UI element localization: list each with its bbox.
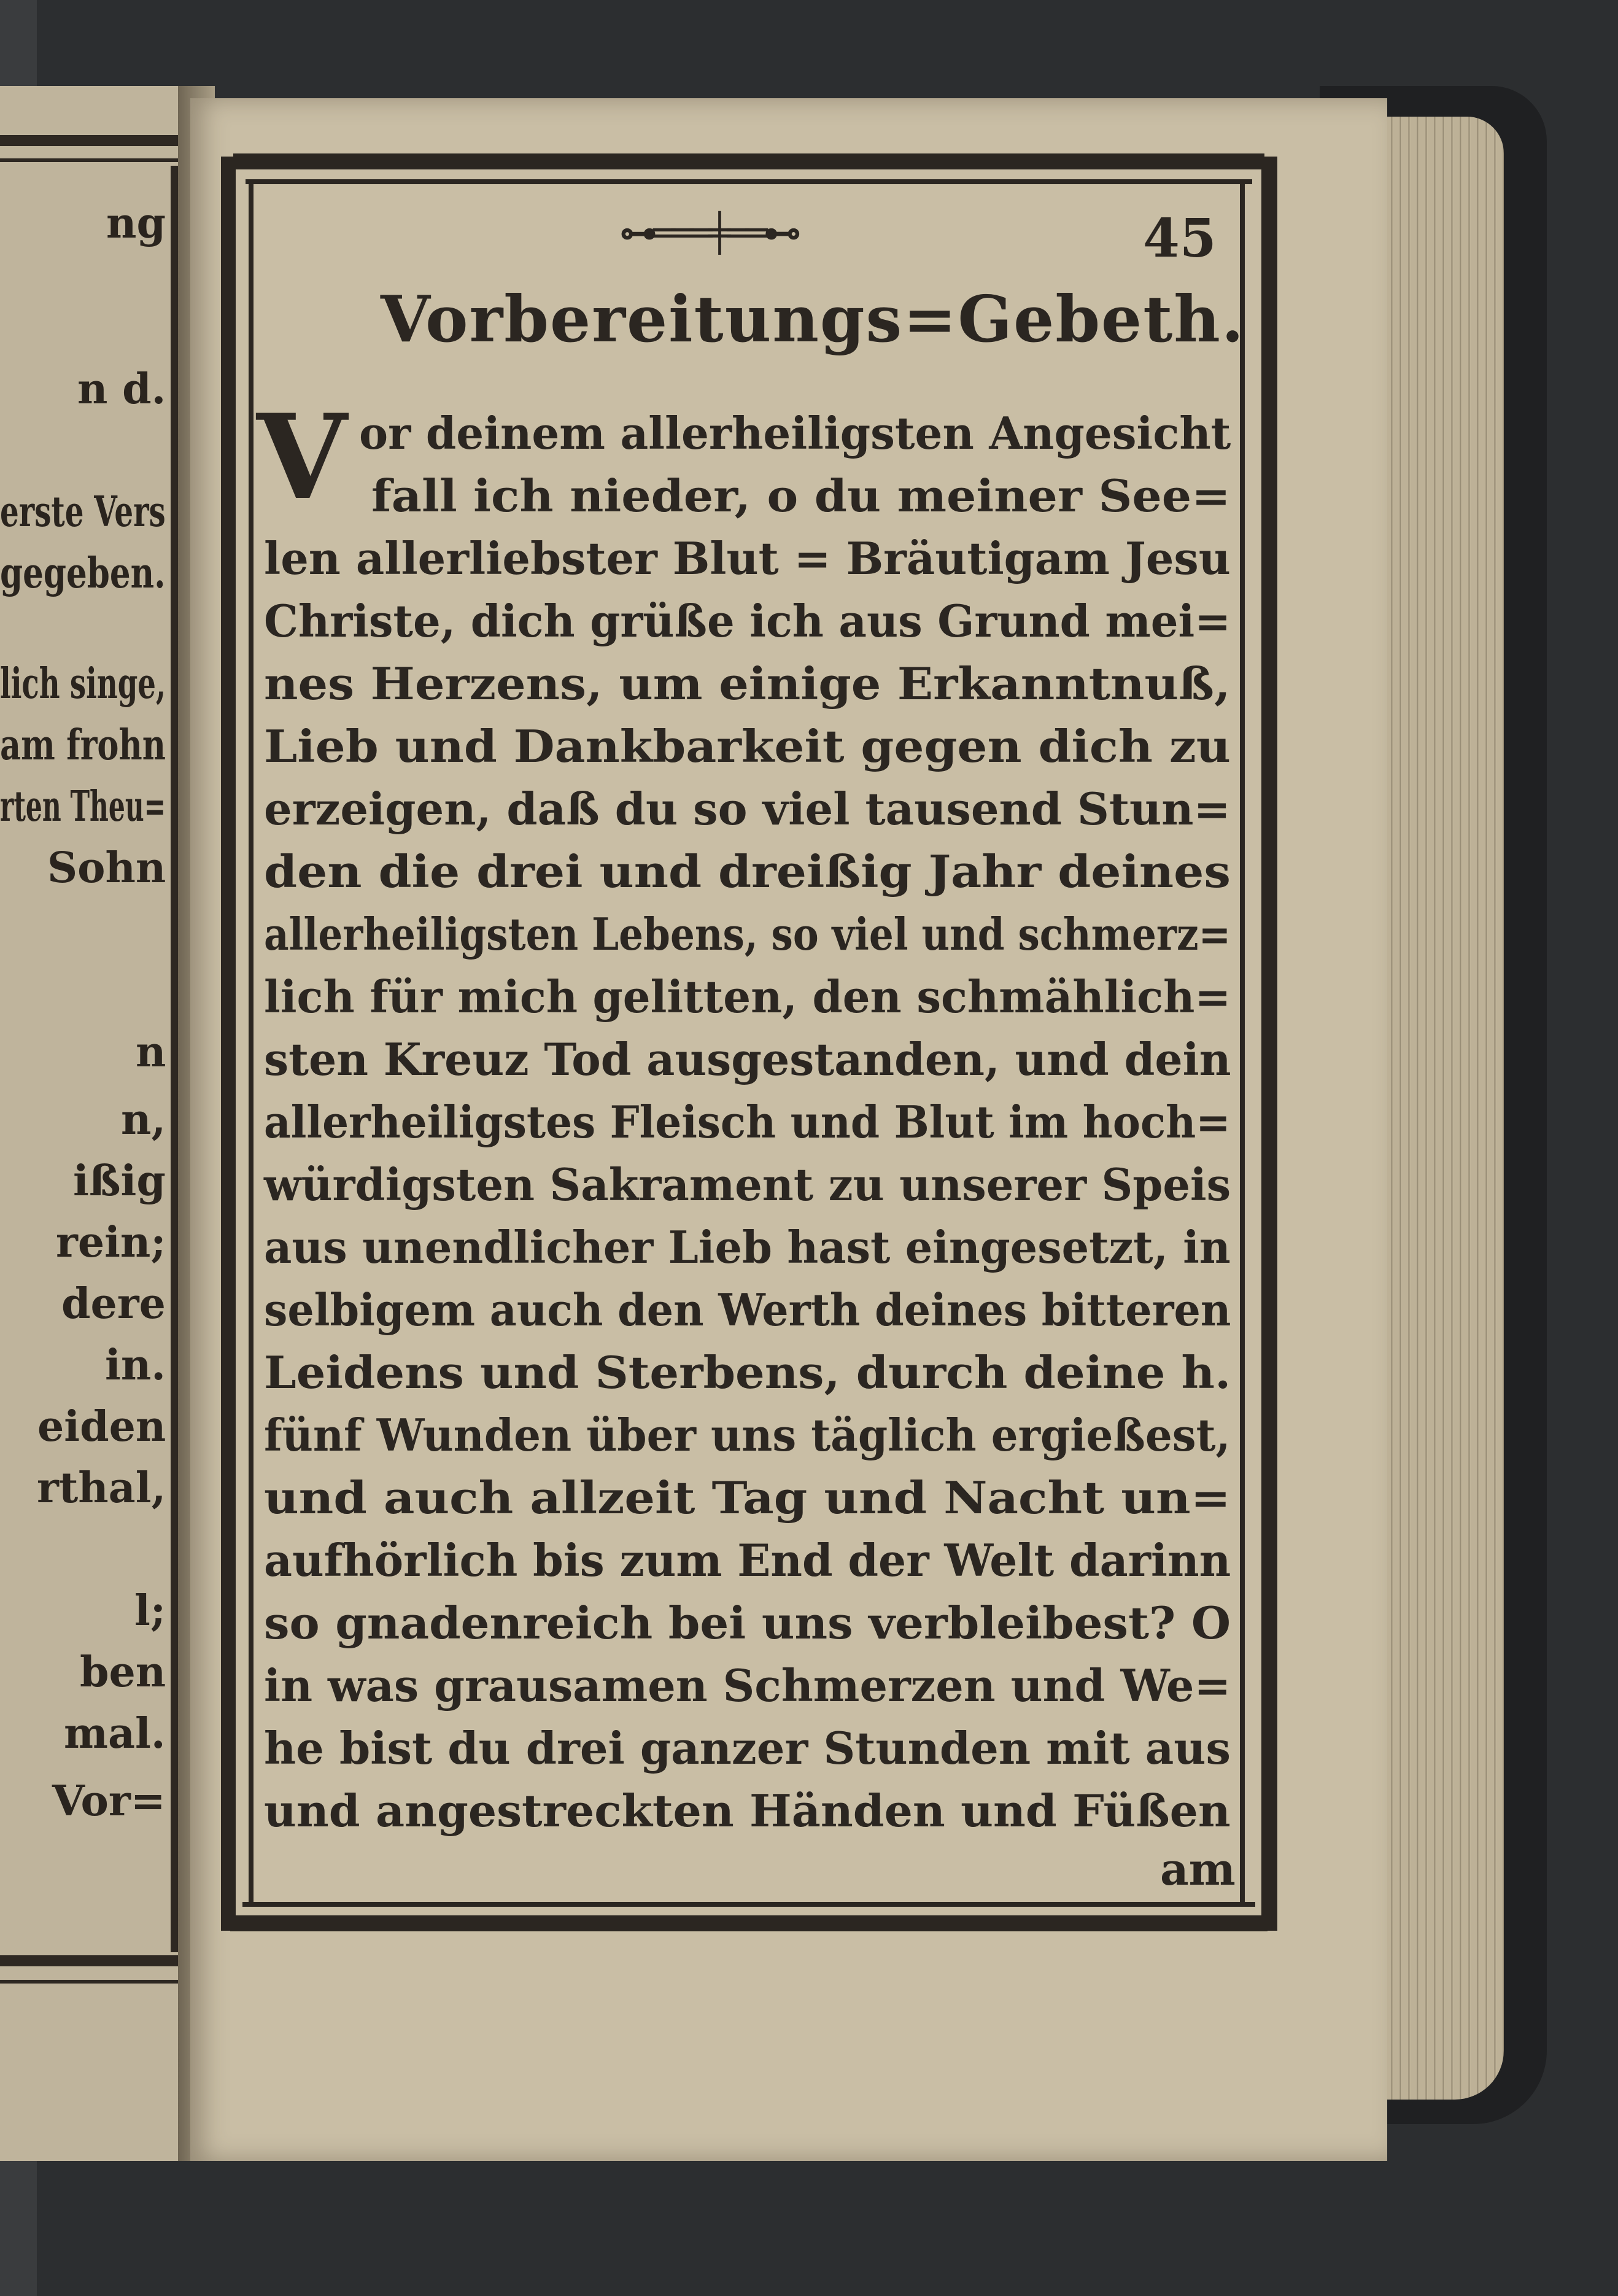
previous-page-text-line: l; bbox=[134, 1586, 166, 1635]
previous-page-text-line: mal. bbox=[64, 1709, 166, 1758]
text-line: aufhörlich bis zum End der Welt darinn bbox=[264, 1534, 1231, 1586]
previous-page-text-line: eiden bbox=[37, 1402, 166, 1451]
text-line: he bist du drei ganzer Stunden mit aus bbox=[264, 1722, 1231, 1774]
previous-page-text-line: rein; bbox=[56, 1218, 166, 1267]
left-page-bottom-rule bbox=[0, 1955, 184, 1966]
previous-page-text-line: n, bbox=[121, 1095, 166, 1144]
previous-page-text-line: Sohn bbox=[47, 844, 166, 893]
header-ornament: ⊶═══╪══⊷ bbox=[620, 212, 797, 255]
text-line: sten Kreuz Tod ausgestanden, und dein bbox=[264, 1033, 1231, 1085]
frame-bottom-rule bbox=[230, 1915, 1268, 1931]
left-page-bottom-rule-thin bbox=[0, 1980, 184, 1984]
drop-cap: V bbox=[257, 389, 347, 526]
frame-left-bar bbox=[221, 157, 236, 1931]
previous-page-text-line: ben bbox=[80, 1648, 166, 1697]
text-line: fall ich nieder, o du meiner See= bbox=[371, 470, 1231, 522]
page-number: 45 bbox=[1143, 207, 1217, 270]
text-line: Christe, dich grüße ich aus Grund mei= bbox=[264, 595, 1231, 647]
text-line: or deinem allerheiligsten Angesicht bbox=[359, 407, 1231, 459]
text-line: allerheiligsten Lebens, so viel und schmerz= bbox=[264, 908, 1231, 960]
previous-page-text-line: gegeben. bbox=[0, 549, 166, 598]
left-page-top-rule-thin bbox=[0, 158, 184, 162]
previous-page-text-line: Vor= bbox=[52, 1777, 166, 1826]
text-line: len allerliebster Blut = Bräutigam Jesu bbox=[264, 532, 1231, 584]
catchword: am bbox=[1160, 1843, 1236, 1895]
frame-bottom-rule-thin bbox=[242, 1902, 1255, 1907]
text-line: so gnadenreich bei uns verbleibest? O bbox=[264, 1597, 1231, 1649]
frame-right-bar bbox=[1261, 157, 1277, 1931]
previous-page-text-line: ißig bbox=[73, 1157, 166, 1206]
previous-page bbox=[0, 86, 189, 2161]
previous-page-text-line: am frohn bbox=[0, 721, 166, 770]
previous-page-text-line: rten Theu= bbox=[0, 782, 166, 831]
text-line: den die drei und dreißig Jahr deines bbox=[264, 845, 1231, 898]
text-line: lich für mich gelitten, den schmählich= bbox=[264, 971, 1231, 1023]
frame-top-rule bbox=[233, 153, 1264, 169]
text-line: und angestreckten Händen und Füßen bbox=[264, 1785, 1231, 1837]
previous-page-text-line: lich singe, bbox=[0, 659, 166, 708]
text-line: selbigem auch den Werth deines bitteren bbox=[264, 1284, 1231, 1336]
left-page-top-rule bbox=[0, 135, 184, 146]
frame-right-bar-thin bbox=[1240, 184, 1245, 1903]
previous-page-text-line: n bbox=[136, 1028, 166, 1077]
text-line: allerheiligstes Fleisch und Blut im hoch= bbox=[264, 1096, 1231, 1148]
frame-top-rule-thin bbox=[246, 179, 1252, 184]
text-line: Lieb und Dankbarkeit gegen dich zu bbox=[264, 720, 1231, 772]
text-line: erzeigen, daß du so viel tausend Stun= bbox=[264, 783, 1231, 835]
previous-page-text-line: rthal, bbox=[37, 1464, 166, 1513]
text-line: aus unendlicher Lieb hast eingesetzt, in bbox=[264, 1221, 1231, 1273]
previous-page-text-line: n d. bbox=[77, 365, 166, 414]
text-line: fünf Wunden über uns täglich ergießest, bbox=[264, 1409, 1231, 1461]
text-line: würdigsten Sakrament zu unserer Speis bbox=[264, 1158, 1231, 1211]
frame-left-bar-thin bbox=[249, 184, 254, 1903]
previous-page-text-line: in. bbox=[105, 1341, 166, 1390]
text-line: nes Herzens, um einige Erkanntnuß, bbox=[264, 657, 1231, 710]
text-line: und auch allzeit Tag und Nacht un= bbox=[264, 1472, 1231, 1524]
previous-page-text-line: erste Vers bbox=[0, 487, 166, 537]
section-heading: Vorbereitungs=Gebeth. bbox=[381, 281, 1245, 357]
previous-page-text-line: dere bbox=[61, 1279, 166, 1328]
previous-page-text-line: ng bbox=[106, 199, 166, 248]
text-line: Leidens und Sterbens, durch deine h. bbox=[264, 1346, 1231, 1398]
text-line: in was grausamen Schmerzen und We= bbox=[264, 1659, 1231, 1712]
